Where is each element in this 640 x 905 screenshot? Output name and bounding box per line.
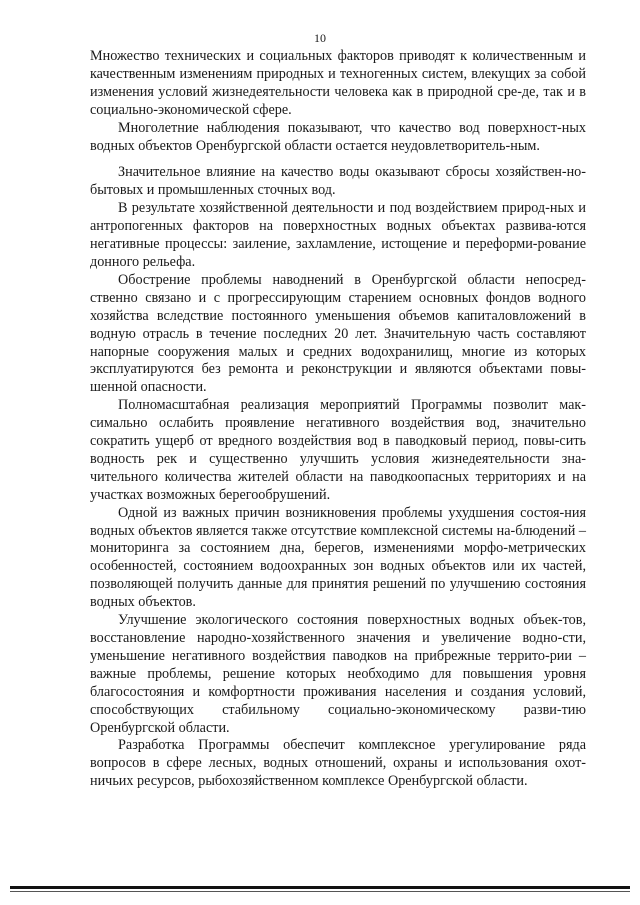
paragraph-9: Разработка Программы обеспечит комплексное урегулирование ряда вопросов в сфере лесных, водных отношений, охраны и использования охот-ничьих ресурсов, рыбохозяйственном комплексе Оренбургской области.: [90, 737, 586, 790]
bottom-border-thin-line: [10, 891, 630, 892]
bottom-border-line: [10, 886, 630, 889]
paragraph-8: Улучшение экологического состояния поверхностных водных объек-тов, восстановление народно-хозяйственного значения и увеличение водно-сти, уменьшение негативного воздействия паводков на прибрежные террито-рии – важные проблемы, решение которых необходимо для повышения уровня благосостояния и комфортности проживания населения и создания условий, способствующих стабильному социально-экономическому разви-тию Оренбургской области.: [90, 612, 586, 736]
paragraph-4: В результате хозяйственной деятельности и под воздействием природ-ных и антропогенных факторов на поверхностных водных объектах развива-ются негативные процессы: заиление, захламление, истощение и переформи-рование донного рельефа.: [90, 200, 586, 270]
page-number: 10: [314, 31, 326, 45]
document-body: [90, 48, 586, 791]
paragraph-6: Полномасштабная реализация мероприятий Программы позволит мак-симально ослабить проявление негативного воздействия вод, значительно сократить ущерб от вредного воздействия вод в паводковый период, повы-сить водность рек и существенно улучшить условия жизнедеятельности зна-чительного количества жителей области на паводкоопасных территориях и на участках возможных берегообрушений.: [90, 397, 586, 503]
paragraph-5: Обострение проблемы наводнений в Оренбургской области непосред-ственно связано и с прогрессирующим старением основных фондов водного хозяйства вследствие постоянного уменьшения объемов капиталовложений в водную отрасль в течение последних 20 лет. Значительную часть составляют напорные сооружения малых и средних водохранилищ, многие из которых эксплуатируются без ремонта и реконструкции и являются объектами повы-шенной опасности.: [90, 271, 586, 396]
paragraph-2: Многолетние наблюдения показывают, что качество вод поверхност-ных водных объектов Оренбургской области остается неудовлетворитель-ным.: [90, 119, 586, 154]
paragraph-1: Множество технических и социальных факторов приводят к количественным и качественным изменениям природных и техногенных систем, влекущих за собой изменения условий жизнедеятельности человека как в природной сре-де, так и в социально-экономической сфере.: [90, 48, 586, 118]
paragraph-7: Одной из важных причин возникновения проблемы ухудшения состоя-ния водных объектов является также отсутствие комплексной системы на-блюдений – мониторинга за состоянием дна, берегов, изменениями морфо-метрических особенностей, состоянием водоохранных зон водных объектов или их частей, позволяющей получить данные для принятия решений по улучшению состояния водных объектов.: [90, 504, 586, 611]
paragraph-3: Значительное влияние на качество воды оказывают сбросы хозяйствен-но-бытовых и промышленных сточных вод.: [90, 164, 586, 199]
